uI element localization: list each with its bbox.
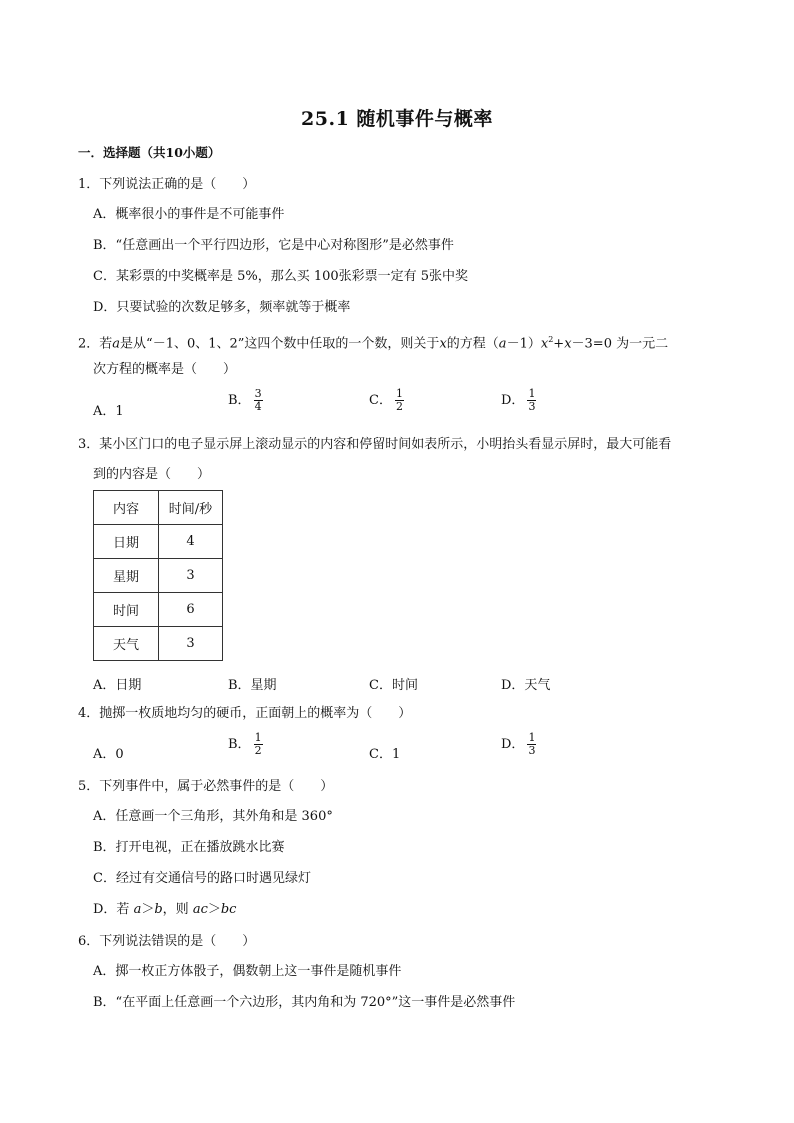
q1-option-d: D．只要试验的次数足够多，频率就等于概率: [93, 300, 351, 315]
q3-option-a: A．日期: [93, 678, 142, 693]
q6-option-b: B．“在平面上任意画一个六边形，其内角和为 720°”这一事件是必然事件: [93, 995, 516, 1010]
q3-stem-line1: 3．某小区门口的电子显示屏上滚动显示的内容和停留时间如表所示，小明抬头看显示屏时，最大可能看: [78, 437, 672, 452]
q2-stem-line1: 2．若a是从“－1、0、1、2”这四个数中任取的一个数，则关于x的方程$(a-1)x^2+x-3=0$ 为一元二: [78, 335, 669, 352]
q2-var-a: a: [112, 336, 121, 352]
content-time-table: [93, 490, 223, 661]
q4-option-b: B． $\frac{1}{2}$: [228, 731, 262, 757]
table-row: [94, 627, 223, 661]
q3-option-b: B．星期: [228, 678, 277, 693]
q4-stem: 4．抛掷一枚质地均匀的硬币，正面朝上的概率为（ ）: [78, 706, 412, 721]
table-cell: 4: [159, 525, 223, 559]
q5-option-c: C．经过有交通信号的路口时遇见绿灯: [93, 871, 311, 886]
fraction: $\frac{1}{3}$: [528, 387, 536, 413]
q2-option-a: A．1: [93, 404, 124, 419]
table-header-cell: 内容: [94, 491, 159, 525]
table-header-row: [94, 491, 223, 525]
q5-stem: 5．下列事件中，属于必然事件的是（ ）: [78, 779, 334, 794]
table-cell: 时间: [94, 593, 159, 627]
table-row: [94, 525, 223, 559]
q1-option-c: C．某彩票的中奖概率是 5%，那么买 100张彩票一定有 5张中奖: [93, 269, 469, 284]
q1-option-a: A．概率很小的事件是不可能事件: [93, 207, 285, 222]
q5-option-b: B．打开电视，正在播放跳水比赛: [93, 840, 285, 855]
table-header-cell: 时间/秒: [159, 491, 223, 525]
table-cell: 天气: [94, 627, 159, 661]
q1-stem: 1．下列说法正确的是（ ）: [78, 177, 256, 192]
q6-stem: 6．下列说法错误的是（ ）: [78, 934, 256, 949]
q5-option-a: A．任意画一个三角形，其外角和是 360°: [93, 809, 333, 824]
table-cell: 3: [159, 559, 223, 593]
q2-option-c: C． $\frac{1}{2}$: [369, 387, 403, 413]
fraction: $\frac{1}{2}$: [254, 731, 262, 757]
fraction: $\frac{1}{3}$: [528, 731, 536, 757]
q2-option-b: B． $\frac{3}{4}$: [228, 387, 262, 413]
page-title: 25.1 随机事件与概率: [301, 108, 493, 130]
table-cell: 3: [159, 627, 223, 661]
q3-option-d: D．天气: [501, 678, 551, 693]
section-heading: 一．选择题（共10小题）: [78, 145, 221, 160]
table-row: [94, 593, 223, 627]
q2-var-x: x: [439, 336, 447, 352]
table-cell: 6: [159, 593, 223, 627]
q2-option-d: D． $\frac{1}{3}$: [501, 387, 536, 413]
fraction: $\frac{1}{2}$: [395, 387, 403, 413]
q6-option-a: A．掷一枚正方体骰子，偶数朝上这一事件是随机事件: [93, 964, 402, 979]
q2-stem-line2: 次方程的概率是（ ）: [93, 362, 237, 377]
q4-option-c: C．1: [369, 747, 401, 762]
table-cell: 日期: [94, 525, 159, 559]
q4-option-a: A．0: [93, 747, 124, 762]
table-row: [94, 559, 223, 593]
table-cell: 星期: [94, 559, 159, 593]
q1-option-b: B．“任意画出一个平行四边形，它是中心对称图形”是必然事件: [93, 238, 454, 253]
q4-option-d: D． $\frac{1}{3}$: [501, 731, 536, 757]
fraction: $\frac{3}{4}$: [254, 387, 262, 413]
q5-option-d: D．若 a＞b，则 ac＞bc: [93, 902, 237, 917]
q3-stem-line2: 到的内容是（ ）: [93, 467, 211, 482]
q3-option-c: C．时间: [369, 678, 418, 693]
